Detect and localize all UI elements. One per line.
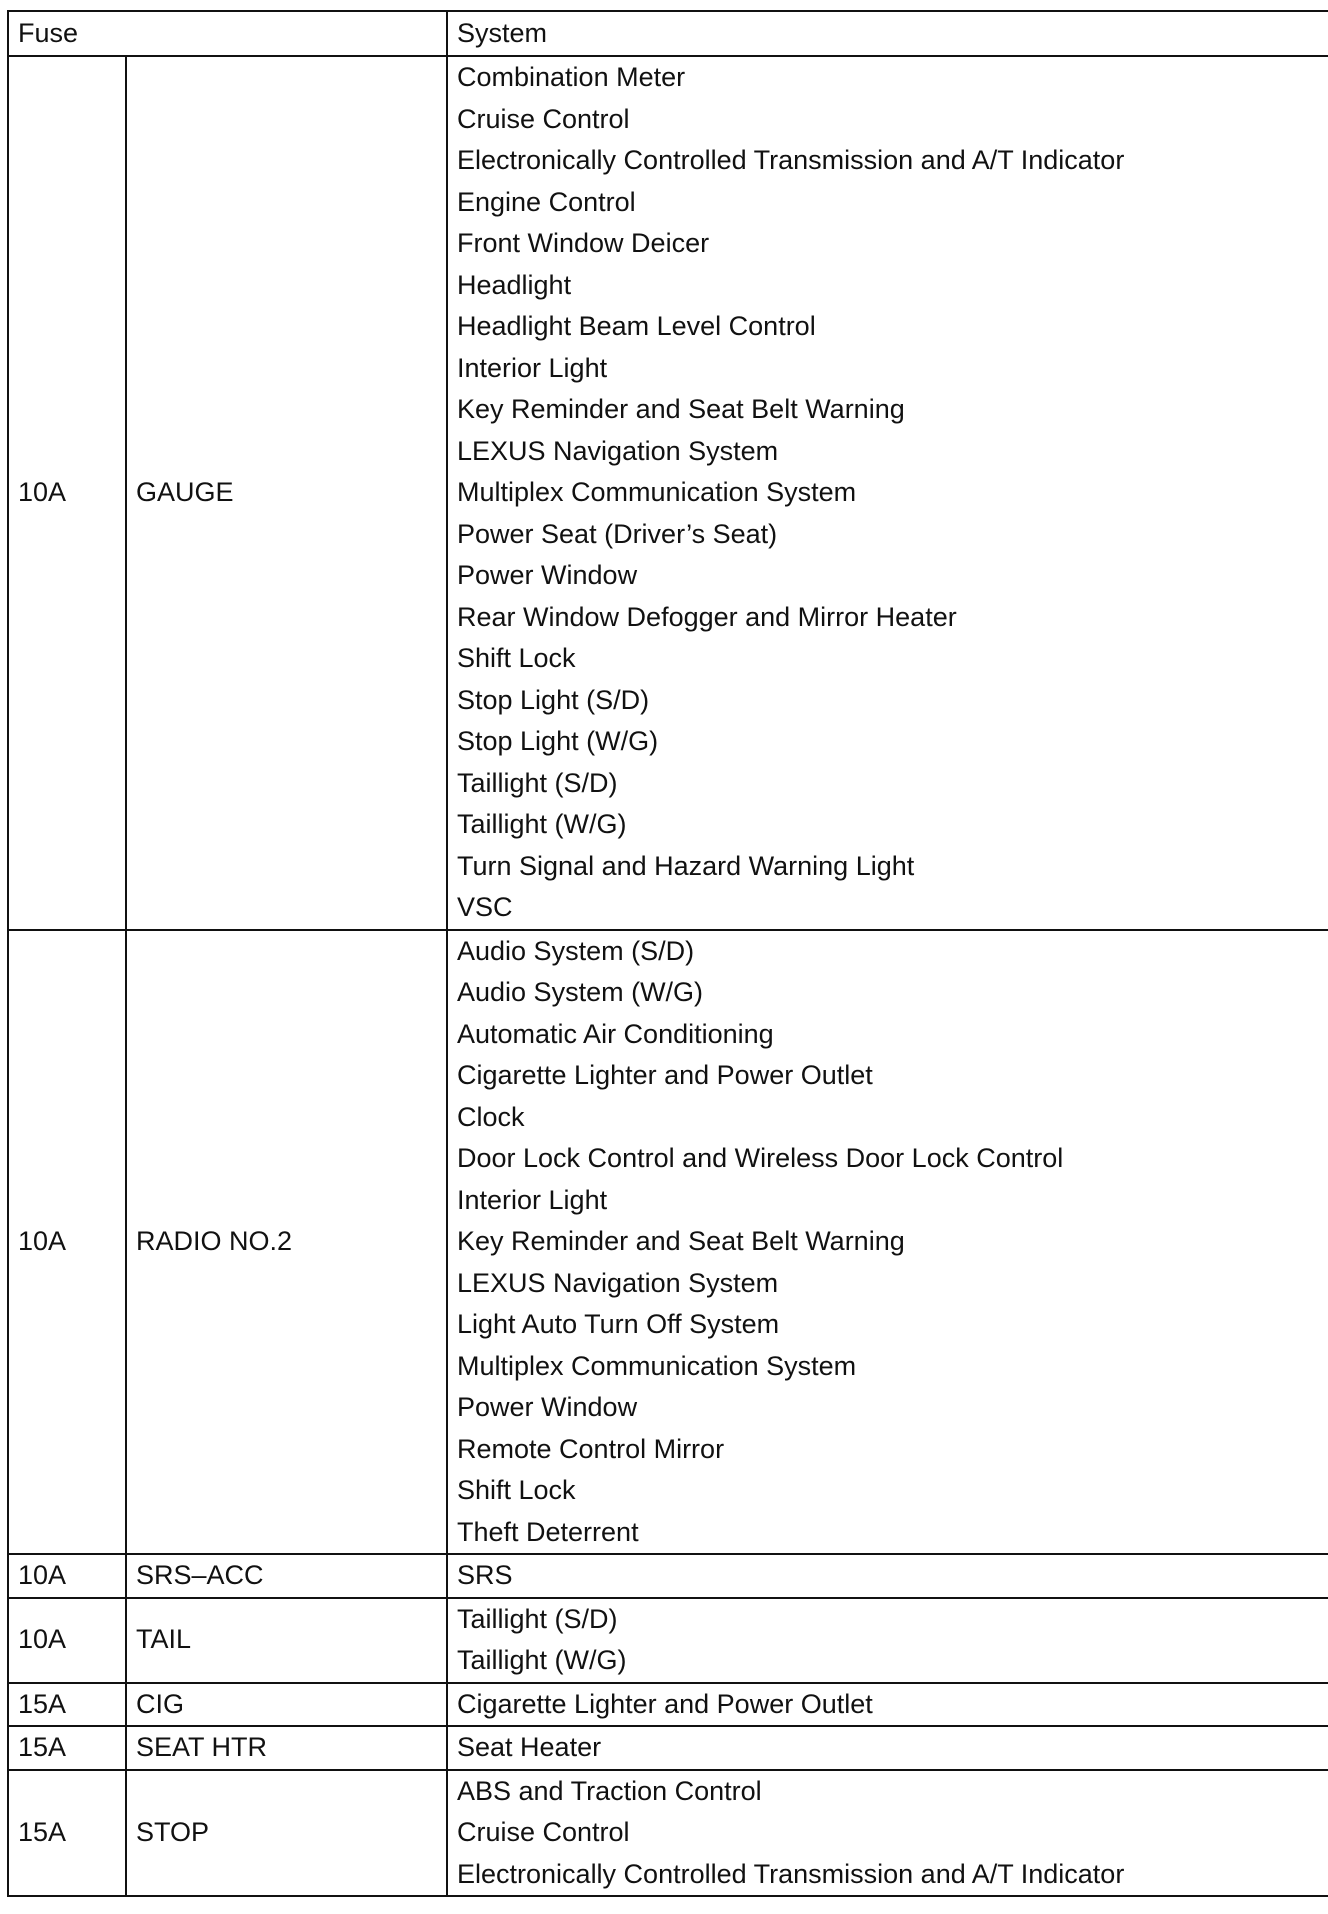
- table-row: [8, 1726, 1328, 1770]
- fuse-amperage: 15A: [8, 1683, 126, 1727]
- table-row: [8, 1554, 1328, 1598]
- system-item: Door Lock Control and Wireless Door Lock Control: [457, 1143, 1064, 1173]
- system-item: Multiplex Communication System: [457, 1350, 857, 1381]
- system-item: Power Window: [457, 1392, 638, 1422]
- system-item: Turn Signal and Hazard Warning Light: [457, 850, 915, 881]
- fuse-system-table: [7, 10, 1328, 1897]
- fuse-name: RADIO NO.2: [126, 930, 447, 1555]
- system-item: ABS and Traction Control: [457, 1775, 762, 1806]
- system-item: SRS: [457, 1560, 513, 1590]
- fuse-name: GAUGE: [126, 56, 447, 930]
- system-item: Headlight: [457, 269, 572, 300]
- fuse-amperage: 15A: [8, 1726, 126, 1770]
- fuse-amperage: 10A: [8, 1554, 126, 1598]
- fuse-name: SEAT HTR: [126, 1726, 447, 1770]
- system-item: Power Window: [457, 560, 638, 590]
- system-item: Audio System (W/G): [457, 977, 704, 1007]
- system-item: Seat Heater: [457, 1732, 602, 1762]
- system-item: Front Window Deicer: [457, 228, 710, 258]
- system-item: Remote Control Mirror: [457, 1433, 725, 1464]
- system-list: [447, 1683, 1328, 1727]
- table-body: [8, 56, 1328, 1896]
- system-item: Taillight (W/G): [457, 809, 627, 839]
- system-item: Electronically Controlled Transmission and A/T Indicator: [457, 1858, 1125, 1889]
- system-item: Light Auto Turn Off System: [457, 1309, 780, 1339]
- system-list: [447, 1726, 1328, 1770]
- system-item: LEXUS Navigation System: [457, 435, 779, 466]
- system-item: Headlight Beam Level Control: [457, 311, 816, 341]
- system-item: Cruise Control: [457, 103, 630, 134]
- system-item: Stop Light (S/D): [457, 684, 650, 715]
- system-item: Key Reminder and Seat Belt Warning: [457, 1226, 905, 1256]
- system-item: Automatic Air Conditioning: [457, 1018, 774, 1049]
- system-item: Key Reminder and Seat Belt Warning: [457, 394, 905, 424]
- system-item: LEXUS Navigation System: [457, 1267, 779, 1298]
- fuse-amperage: 10A: [8, 56, 126, 930]
- system-item: Cigarette Lighter and Power Outlet: [457, 1060, 873, 1090]
- system-list: [447, 930, 1328, 1555]
- fuse-name: STOP: [126, 1770, 447, 1897]
- system-item: Electronically Controlled Transmission and A/T Indicator: [457, 145, 1125, 175]
- table-row: [8, 1770, 1328, 1897]
- system-item: Combination Meter: [457, 62, 686, 92]
- system-item: Rear Window Defogger and Mirror Heater: [457, 601, 957, 632]
- system-list: [447, 1554, 1328, 1598]
- table-header-row: [8, 11, 1328, 56]
- fuse-amperage: 10A: [8, 1598, 126, 1683]
- fuse-column-header: Fuse: [8, 11, 447, 56]
- system-item: VSC: [457, 892, 513, 922]
- system-item: Taillight (S/D): [457, 767, 618, 798]
- fuse-name: SRS–ACC: [126, 1554, 447, 1598]
- system-item: Clock: [457, 1101, 525, 1132]
- system-item: Shift Lock: [457, 643, 576, 673]
- system-list: [447, 1770, 1328, 1897]
- table-row: [8, 1598, 1328, 1683]
- fuse-amperage: 15A: [8, 1770, 126, 1897]
- system-item: Multiplex Communication System: [457, 477, 857, 507]
- system-item: Cigarette Lighter and Power Outlet: [457, 1688, 873, 1719]
- fuse-name: CIG: [126, 1683, 447, 1727]
- system-item: Cruise Control: [457, 1817, 630, 1847]
- system-item: Shift Lock: [457, 1475, 576, 1505]
- system-item: Power Seat (Driver’s Seat): [457, 518, 778, 549]
- table-row: [8, 56, 1328, 930]
- system-item: Engine Control: [457, 186, 636, 217]
- system-item: Taillight (S/D): [457, 1603, 618, 1634]
- table-row: [8, 1683, 1328, 1727]
- system-item: Interior Light: [457, 352, 608, 383]
- system-column-header: System: [447, 11, 1328, 56]
- system-list: [447, 56, 1328, 930]
- fuse-amperage: 10A: [8, 930, 126, 1555]
- system-item: Audio System (S/D): [457, 935, 695, 966]
- table-row: [8, 930, 1328, 1555]
- system-item: Interior Light: [457, 1184, 608, 1215]
- system-item: Stop Light (W/G): [457, 726, 659, 756]
- system-list: [447, 1598, 1328, 1683]
- system-item: Taillight (W/G): [457, 1645, 627, 1675]
- fuse-name: TAIL: [126, 1598, 447, 1683]
- system-item: Theft Deterrent: [457, 1516, 639, 1547]
